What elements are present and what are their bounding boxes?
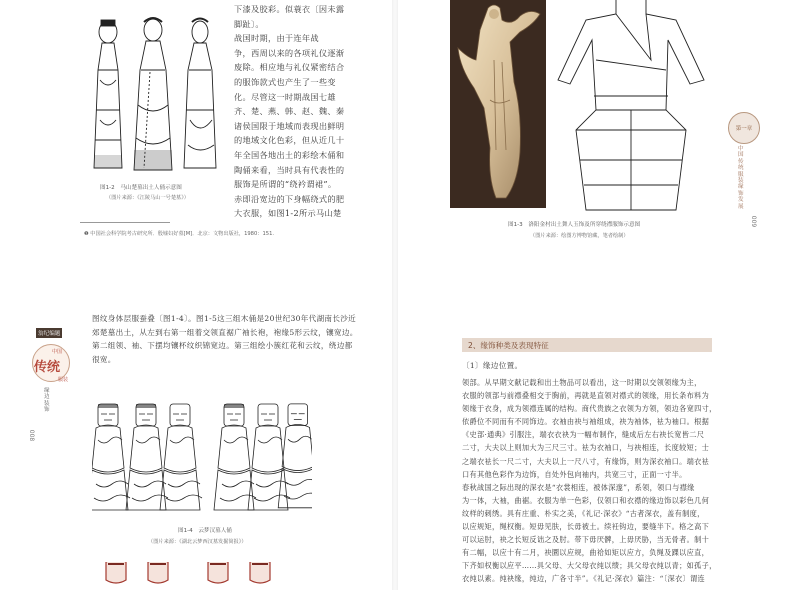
page-bottom-left xyxy=(0,300,392,590)
logo-top-text: 翁纪编题 xyxy=(36,328,62,338)
figure-source-1-2: （图片来源：《江陵马山一号楚墓》） xyxy=(106,195,189,201)
figure-source-1-4: （图片来源：《湖北云梦西汉墓发掘简报》） xyxy=(148,539,247,545)
page-top-left xyxy=(0,0,392,268)
red-figures-illustration xyxy=(96,562,296,590)
figure-caption-1-3: 图1-3 洛阳金村出土舞人玉饰及所穿绕襟服饰示意图 xyxy=(508,222,641,228)
text-line: 诸侯国限于地域而表现出鲜明 xyxy=(234,120,345,131)
figurine-illustration-1-2 xyxy=(78,10,228,180)
text-line: 废除。相应地与礼仪紧密结合 xyxy=(234,62,345,73)
text-line: 脚趾〕。 xyxy=(234,18,264,29)
text-line: 争，西周以来的各项礼仪逐渐 xyxy=(234,47,345,58)
text-line: 第二组领、袖、下摆均镶杯纹织锦宽边。第三组绘小簇红花和云纹，绕边都 xyxy=(92,341,353,351)
page-top-right xyxy=(398,0,790,268)
figure-caption-1-2: 图1-2 马山楚墓出土人俑示意图 xyxy=(100,185,182,191)
figurine-illustration-1-4 xyxy=(92,400,312,520)
text-line: 依爵位不同而有不同饰边。衣袖由袂与袖组成，袂为袖体，袪为袖口。根据 xyxy=(462,417,710,427)
text-line: 很宽。 xyxy=(92,354,116,364)
text-line: 服饰是所谓的“绕衿谓裙”。 xyxy=(234,179,337,190)
jade-dancer-photo xyxy=(450,0,546,208)
text-line: 年全国各地出土的彩绘木俑和 xyxy=(234,149,345,160)
chapter-side-tab xyxy=(728,112,760,144)
text-line: 的地域文化色彩，但从近几十 xyxy=(234,135,345,146)
text-line: 之端衣袪长一尺二寸，大夫以上一尺八寸，有缘饰，则为深衣袖口。端衣袪 xyxy=(462,456,710,466)
chapter-side-title: 中国传统服装缘饰发展 xyxy=(738,146,744,210)
subheading: 〔1〕缘边位置。 xyxy=(462,361,523,370)
costume-line-drawing xyxy=(556,0,706,215)
text-line: 纹样的刺绣。具有庄重、朴实之美，《礼记·深衣》“古者深衣，盖有制度， xyxy=(462,508,705,518)
text-line: 领部。从早期文献记载和出土物品可以看出，这一时期以交领领缘为主， xyxy=(462,378,702,387)
text-line: 有二幅，以应十有二月，袂圜以应规，曲袷如矩以应方，负绳及踝以应直， xyxy=(462,548,710,558)
text-line: 的服饰款式也产生了一些变 xyxy=(234,76,336,87)
body-text-column xyxy=(234,2,384,221)
text-line: 衣纯以素。纯袂缘，纯边，广各寸半”。《礼记·深衣》篇注：“〔深衣〕谓连 xyxy=(462,574,705,584)
text-line: 《史部·通典》引服注，端衣衣袂为一幅布制作，缝成后左右袂长宽皆二尺 xyxy=(462,430,705,440)
logo-small-2: 服装 xyxy=(58,377,69,383)
text-line: 战国时期，由于连年战 xyxy=(234,33,319,44)
text-line: 为一体，大袖，曲裾。衣服为单一色彩，仅领口和衣襟的缘边饰以彩色几何 xyxy=(462,495,710,505)
text-line: 下齐如权衡以应平……具父母、大父母衣纯以缋；具父母衣纯以青；如孤子， xyxy=(462,561,717,571)
text-line: 领缘于衣身，成为领襟连属的结构。商代贵族之衣领为方领，领边各宽四寸， xyxy=(462,404,717,414)
logo-small-1: 中国 xyxy=(52,349,63,355)
text-line: 图纹身体层服蚕叠〔图1-4〕。图1-5这三组木俑是20世纪30年代湖南长沙近 xyxy=(92,314,357,323)
text-line: 口有其他色彩作为边饰，自处外包向袖内，共宽三寸，正面一寸半。 xyxy=(462,469,687,479)
footnote-divider xyxy=(80,222,170,223)
page-number: 009 xyxy=(750,215,758,228)
body-text-right xyxy=(462,376,782,586)
figure-caption-1-4: 图1-4 云梦汉墓人俑 xyxy=(178,528,232,534)
page-bottom-right xyxy=(398,300,790,590)
body-text-top xyxy=(92,312,388,366)
text-line: 衣服的领部与前襟叠相交于胸前，再就是直领对襟式的领缘，用长条布料为 xyxy=(462,391,710,401)
footnote: ❶ 中国社会科学院考古研究所．殷墟妇好墓[M]．北京：文物出版社，1980：151. xyxy=(84,231,275,237)
text-line: 赤即沿宽边的下身幅绕式的肥 xyxy=(234,193,345,204)
text-line: 陶俑来看，当时具有代表性的 xyxy=(234,164,345,175)
section-heading: 2、缘饰种类及表现特征 xyxy=(468,341,549,350)
text-line: 春秋战国之际出现的深衣是“衣裳相连，被体深邃”，系领，领口与襟缘 xyxy=(462,482,695,492)
text-line: 以应规矩，绳权衡。短毋见肤，长毋被土。续衽钩边，要缝半下。格之高下 xyxy=(462,522,710,532)
text-line: 齐、楚、燕、韩、赵、魏、秦 xyxy=(234,106,345,117)
logo-subtitle: 缘边装饰 xyxy=(44,388,50,414)
chapter-badge: 第一章 xyxy=(735,126,753,132)
page-number-left: 008 xyxy=(28,429,36,442)
text-line: 二寸，大夫以上则加大为三尺三寸。袪为衣袖口，与袂相连，长度较短；士 xyxy=(462,443,710,453)
logo-main-chars: 传统 xyxy=(34,360,61,375)
text-line: 可以运肘，袂之长短反诎之及肘。带下毋厌髀，上毋厌胁，当无骨者。制十 xyxy=(462,535,710,545)
text-line: 郊楚墓出土，从左到右第一组着交领直裾广袖长袍，袍缘5形云纹，镶宽边。 xyxy=(92,327,358,337)
figure-source-1-3: （图片来源：绘图方博物馆藏，笔者绘制） xyxy=(530,233,629,239)
text-line: 化。尽管这一时期战国七雄 xyxy=(234,91,336,102)
text-line: 下漆及胶彩。似蓑衣〔因未露 xyxy=(234,4,345,14)
book-logo xyxy=(28,328,74,424)
text-line: 大衣服，如图1-2所示马山楚 xyxy=(234,208,342,219)
